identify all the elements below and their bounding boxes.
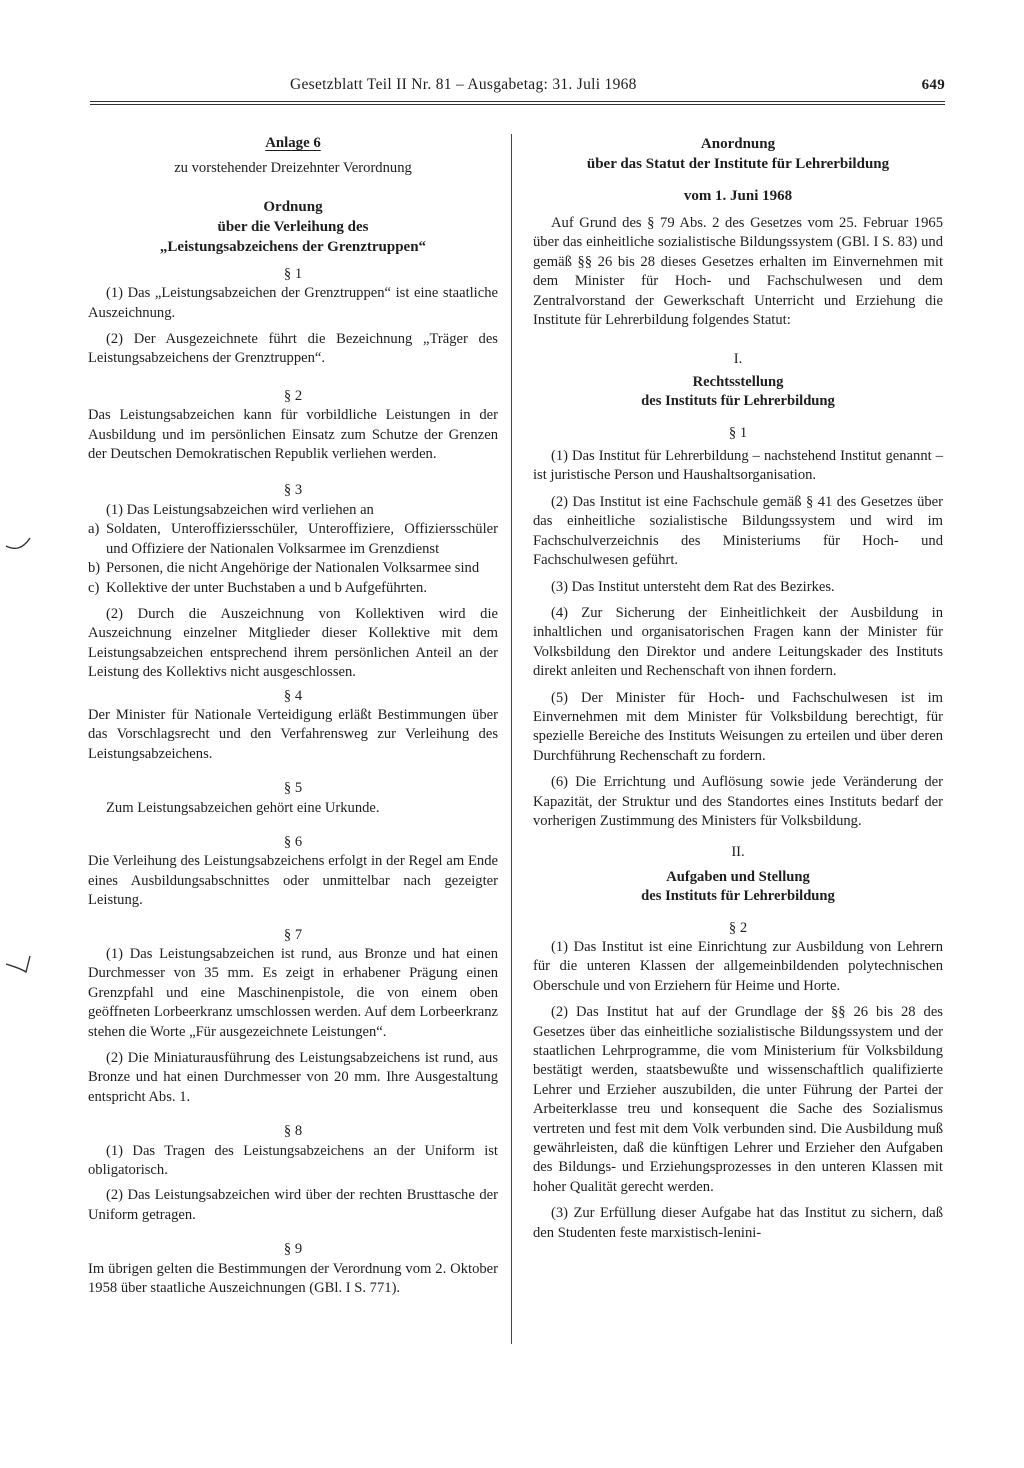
paragraph: (4) Zur Sicherung der Einheitlichkeit der Ausbildung in inhaltlichen und organisatorischen Fragen kann der Minister für Volksbildung den Direktor und andere Leitungskader des Instituts direkt anleiten und Rechenschaft von ihnen fordern. bbox=[533, 604, 943, 680]
right-column bbox=[533, 134, 943, 1243]
paragraph: (2) Die Miniaturausführung des Leistungsabzeichens ist rund, aus Bronze und hat einen Durchmesser von 20 mm. Ihre Ausgestaltung entspricht Abs. 1. bbox=[88, 1050, 498, 1105]
part-title-line: Rechtsstellung bbox=[692, 373, 784, 390]
section-heading: § 1 bbox=[728, 424, 748, 441]
paragraph: (2) Das Leistungsabzeichen wird über der rechten Brusttasche der Uniform getragen. bbox=[88, 1187, 498, 1223]
ordnung-title bbox=[88, 197, 498, 257]
anordnung-date: vom 1. Juni 1968 bbox=[683, 188, 793, 204]
anordnung-title bbox=[533, 134, 943, 174]
preamble: Auf Grund des § 79 Abs. 2 des Gesetzes vom 25. Februar 1965 über das einheitliche sozialistische Bildungssystem (GBl. I S. 83) und gemäß §§ 26 bis 28 dieses Gesetzes erhalten im Einvernehmen mit dem Minister für Hoch- und Fachschulwesen und dem Zentralvorstand der Gewerkschaft Unterricht und Erziehung die Institute für Lehrerbildung folgendes Statut: bbox=[533, 215, 943, 329]
paragraph: (2) Durch die Auszeichnung von Kollektiven wird die Auszeichnung einzelner Mitglieder dieser Kollektive mit dem Leistungsabzeichen entsprechend ihrem persönlichen Anteil an der Leistung des Kollektivs nicht ausgeschlossen. bbox=[88, 605, 498, 681]
section-heading: § 4 bbox=[283, 687, 303, 704]
paragraph: Der Minister für Nationale Verteidigung erläßt Bestimmungen über das Vorschlagsrecht und den Verfahrensweg zur Verleihung des Leistungsabzeichens. bbox=[88, 706, 498, 762]
margin-check-mark-icon bbox=[2, 530, 32, 556]
part-title bbox=[533, 373, 943, 412]
part-number: II. bbox=[731, 844, 745, 861]
anordnung-title-line: Anordnung bbox=[700, 136, 776, 152]
paragraph: (2) Das Institut ist eine Fachschule gemäß § 41 des Gesetzes über das einheitliche sozialistische Bildungssystem und wird im Fachschulverzeichnis des Ministeriums für Hoch- und Fachschulwesen geführt. bbox=[533, 493, 943, 569]
list-label: a) bbox=[88, 521, 100, 538]
ordnung-title-line: „Leistungsabzeichens der Grenztruppen“ bbox=[159, 238, 427, 255]
section-heading: § 9 bbox=[283, 1241, 303, 1258]
section-heading: § 3 bbox=[283, 482, 303, 499]
list-text: Kollektive der unter Buchstaben a und b Aufgeführten. bbox=[106, 579, 427, 596]
running-title: Gesetzblatt Teil II Nr. 81 – Ausgabetag: 31. Juli 1968 bbox=[290, 76, 637, 93]
list-label: b) bbox=[88, 560, 101, 577]
paragraph: (2) Das Institut hat auf der Grundlage der §§ 26 bis 28 des Gesetzes über das einheitliche sozialistische Bildungssystem und der staatlichen Lehrprogramme, die vom Ministerium für Volksbildung bestätigt werden, staatsbewußte und wissenschaftlich qualifizierte Lehrer und Erzieher auszubilden, die unter Führung der Partei der Arbeiterklasse treu und konsequent die Sache des Sozialismus vertreten und fest mit dem Volk verbunden sind. Die Ausbildung muß gewährleisten, daß die künftigen Lehrer und Erzieher den Aufgaben des Bildungs- und Erziehungsprozesses in den unteren Klassen mit hoher Qualität gerecht werden. bbox=[533, 1004, 943, 1195]
anlage-subtitle: zu vorstehender Dreizehnter Verordnung bbox=[174, 160, 412, 177]
part-title-line: des Instituts für Lehrerbildung bbox=[641, 393, 835, 410]
part-title-line: Aufgaben und Stellung bbox=[666, 868, 810, 885]
section-heading: § 1 bbox=[283, 265, 303, 282]
paragraph: (1) Das Tragen des Leistungsabzeichens an der Uniform ist obligatorisch. bbox=[88, 1142, 498, 1179]
column-divider bbox=[511, 134, 512, 1344]
paragraph: (3) Das Institut untersteht dem Rat des Bezirkes. bbox=[551, 578, 835, 595]
list-label: c) bbox=[88, 579, 100, 596]
paragraph: (1) Das Institut für Lehrerbildung – nachstehend Institut genannt – ist juristische Person und Haushaltsorganisation. bbox=[533, 448, 943, 484]
paragraph: (3) Zur Erfüllung dieser Aufgabe hat das Institut zu sichern, daß den Studenten feste marxistisch-lenini- bbox=[533, 1205, 943, 1241]
list-item bbox=[88, 579, 498, 598]
section-heading: § 2 bbox=[728, 919, 748, 936]
paragraph: (5) Der Minister für Hoch- und Fachschulwesen ist im Einvernehmen mit dem Minister für Volksbildung berechtigt, für spezielle Bereiche des Instituts Weisungen zu erteilen und über deren Durchführung Rechenschaft zu fordern. bbox=[533, 689, 943, 764]
ordnung-title-line: über die Verleihung des bbox=[217, 218, 369, 235]
paragraph: (2) Der Ausgezeichnete führt die Bezeichnung „Träger des Leistungsabzeichens der Grenztruppen“. bbox=[88, 331, 498, 367]
paragraph: Im übrigen gelten die Bestimmungen der Verordnung vom 2. Oktober 1958 über staatliche Auszeichnungen (GBl. I S. 771). bbox=[88, 1260, 498, 1297]
paragraph: (1) Das Leistungsabzeichen ist rund, aus Bronze und hat einen Durchmesser von 35 mm. Es zeigt in erhabener Prägung einen Grenzpfahl und eine Maschinenpistole, die von einem oben geöffneten Lorbeerkranz umschlossen werden. Auf dem Lorbeerkranz stehen die Worte „Für ausgezeichnete Leistungen“. bbox=[88, 946, 498, 1040]
section-heading: § 6 bbox=[283, 833, 303, 850]
paragraph: Zum Leistungsabzeichen gehört eine Urkunde. bbox=[106, 799, 380, 816]
anlage-heading: Anlage 6 bbox=[265, 135, 321, 151]
page-header bbox=[290, 76, 945, 94]
list-item bbox=[88, 559, 498, 578]
paragraph: (1) Das Leistungsabzeichen wird verliehen an bbox=[106, 501, 374, 518]
ordnung-title-line: Ordnung bbox=[263, 198, 323, 215]
section-heading: § 8 bbox=[283, 1123, 303, 1140]
section-heading: § 5 bbox=[283, 780, 303, 797]
list-text: Soldaten, Unteroffiziersschüler, Unteroffiziere, Offiziersschüler und Offiziere der Nationalen Volksarmee im Grenzdienst bbox=[106, 521, 498, 557]
paragraph: Die Verleihung des Leistungsabzeichens erfolgt in der Regel am Ende eines Ausbildungsabschnittes oder unmittelbar nach gezeigter Leistung. bbox=[88, 853, 498, 909]
list-item bbox=[88, 520, 498, 559]
page-number: 649 bbox=[921, 77, 945, 93]
paragraph: (1) Das Institut ist eine Einrichtung zur Ausbildung von Lehrern für die unteren Klassen der allgemeinbildenden polytechnischen Oberschule und von Erziehern für Heime und Horte. bbox=[533, 939, 943, 994]
section-heading: § 2 bbox=[283, 387, 303, 404]
section-heading: § 7 bbox=[283, 926, 303, 943]
part-title bbox=[533, 868, 943, 907]
part-number: I. bbox=[733, 351, 743, 368]
header-rule bbox=[90, 101, 945, 102]
paragraph: (6) Die Errichtung und Auflösung sowie jede Veränderung der Kapazität, der Struktur und des Standortes eines Instituts bedarf der vorherigen Zustimmung des Ministers für Volksbildung. bbox=[533, 774, 943, 829]
margin-check-mark-icon bbox=[2, 950, 32, 976]
part-title-line: des Instituts für Lehrerbildung bbox=[641, 888, 835, 905]
paragraph: (1) Das „Leistungsabzeichen der Grenztruppen“ ist eine staatliche Auszeichnung. bbox=[88, 285, 498, 321]
header-rule-second bbox=[90, 104, 945, 105]
paragraph: Das Leistungsabzeichen kann für vorbildliche Leistungen in der Ausbildung und im persönlichen Einsatz zum Schutze der Grenzen der Deutschen Demokratischen Republik verliehen werden. bbox=[88, 407, 498, 463]
list-text: Personen, die nicht Angehörige der Nationalen Volksarmee sind bbox=[106, 560, 480, 577]
left-column bbox=[88, 134, 498, 1299]
anordnung-title-line: über das Statut der Institute für Lehrerbildung bbox=[586, 156, 890, 172]
